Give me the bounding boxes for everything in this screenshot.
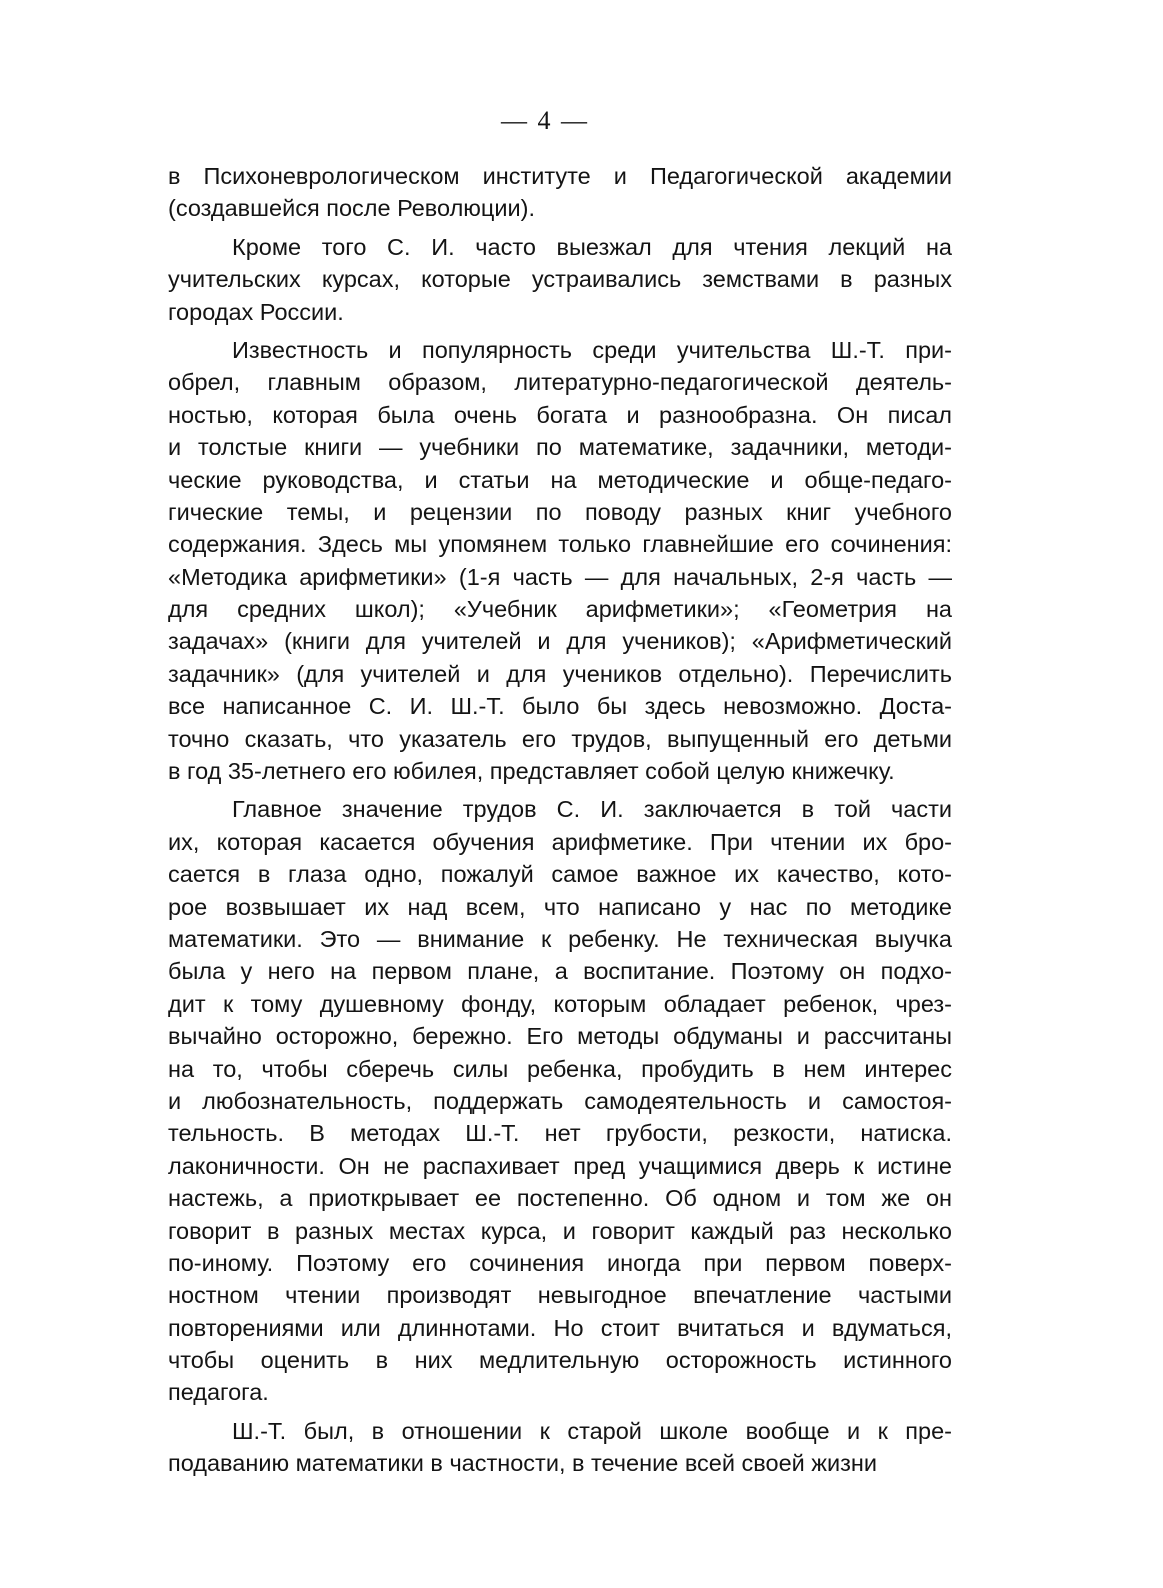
text-line: чтобы оценить в них медлительную осторожность истинного bbox=[168, 1347, 952, 1374]
text-line: тельность. В методах Ш.-Т. нет грубости, резкости, натиска. bbox=[168, 1120, 952, 1147]
paragraph bbox=[168, 160, 952, 225]
text-line: педагога. bbox=[168, 1379, 269, 1406]
text-line: Ш.-Т. был, в отношении к старой школе вообще и к пре- bbox=[232, 1417, 952, 1444]
text-line: все написанное С. И. Ш.-Т. было бы здесь невозможно. Доста- bbox=[168, 693, 952, 720]
text-line: ностью, которая была очень богата и разнообразна. Он писал bbox=[168, 401, 952, 428]
text-line: по-иному. Поэтому его сочинения иногда при первом поверх- bbox=[168, 1249, 952, 1276]
text-line: дит к тому душевному фонду, которым обладает ребенок, чрез- bbox=[168, 990, 952, 1017]
paragraph bbox=[168, 1415, 952, 1480]
text-line: говорит в разных местах курса, и говорит каждый раз несколько bbox=[168, 1217, 952, 1244]
page-number: — 4 — bbox=[501, 106, 589, 135]
text-line: повторениями или длиннотами. Но стоит вчитаться и вдуматься, bbox=[168, 1314, 952, 1341]
text-line: ческие руководства, и статьи на методические и обще-педаго- bbox=[168, 466, 952, 493]
text-line: гические темы, и рецензии по поводу разных книг учебного bbox=[168, 498, 952, 525]
text-line: вычайно осторожно, бережно. Его методы обдуманы и рассчитаны bbox=[168, 1023, 952, 1050]
text-line: содержания. Здесь мы упомянем только главнейшие его сочинения: bbox=[168, 531, 952, 558]
text-line: задачник» (для учителей и для учеников отдельно). Перечислить bbox=[168, 660, 952, 687]
text-line: для средних школ); «Учебник арифметики»; «Геометрия на bbox=[168, 596, 952, 623]
paragraph bbox=[168, 231, 952, 328]
text-line: их, которая касается обучения арифметике. При чтении их бро- bbox=[168, 828, 952, 855]
text-line: Известность и популярность среди учительства Ш.-Т. при- bbox=[232, 336, 952, 363]
paragraph bbox=[168, 793, 952, 1408]
text-line: точно сказать, что указатель его трудов, выпущенный его детьми bbox=[168, 725, 952, 752]
text-line: «Методика арифметики» (1-я часть — для начальных, 2-я часть — bbox=[168, 563, 952, 590]
text-line: в год 35-летнего его юбилея, представляет собой целую книжечку. bbox=[168, 758, 895, 785]
text-line: сается в глаза одно, пожалуй самое важное их качество, кото- bbox=[168, 861, 952, 888]
text-line: в Психоневрологическом институте и Педагогической академии bbox=[168, 163, 952, 189]
text-line: настежь, а приоткрывает ее постепенно. Об одном и том же он bbox=[168, 1185, 952, 1212]
body-text bbox=[168, 160, 952, 1480]
text-line: лаконичности. Он не распахивает пред учащимися дверь к истине bbox=[168, 1152, 952, 1179]
text-line: задачах» (книги для учителей и для учеников); «Арифметический bbox=[168, 628, 952, 655]
text-line: обрел, главным образом, литературно-педагогической деятель- bbox=[168, 369, 952, 396]
text-line: математики. Это — внимание к ребенку. Не техническая выучка bbox=[168, 925, 952, 952]
text-line: и толстые книги — учебники по математике, задачники, методи- bbox=[168, 434, 952, 461]
text-line: и любознательность, поддержать самодеятельность и самостоя- bbox=[168, 1087, 952, 1114]
text-line: Главное значение трудов С. И. заключается в той части bbox=[232, 796, 952, 823]
text-line: ностном чтении производят невыгодное впечатление частыми bbox=[168, 1282, 952, 1309]
text-line: была у него на первом плане, а воспитание. Поэтому он подхо- bbox=[168, 958, 952, 985]
text-line: Кроме того С. И. часто выезжал для чтения лекций на bbox=[232, 233, 952, 260]
text-line: (создавшейся после Революции). bbox=[168, 195, 535, 222]
text-line: на то, чтобы сберечь силы ребенка, пробудить в нем интерес bbox=[168, 1055, 952, 1082]
text-line: учительских курсах, которые устраивались земствами в разных bbox=[168, 266, 952, 293]
text-line: рое возвышает их над всем, что написано у нас по методике bbox=[168, 893, 952, 920]
text-line: подаванию математики в частности, в течение всей своей жизни bbox=[168, 1450, 878, 1477]
paragraph bbox=[168, 334, 952, 787]
text-line: городах России. bbox=[168, 298, 344, 325]
